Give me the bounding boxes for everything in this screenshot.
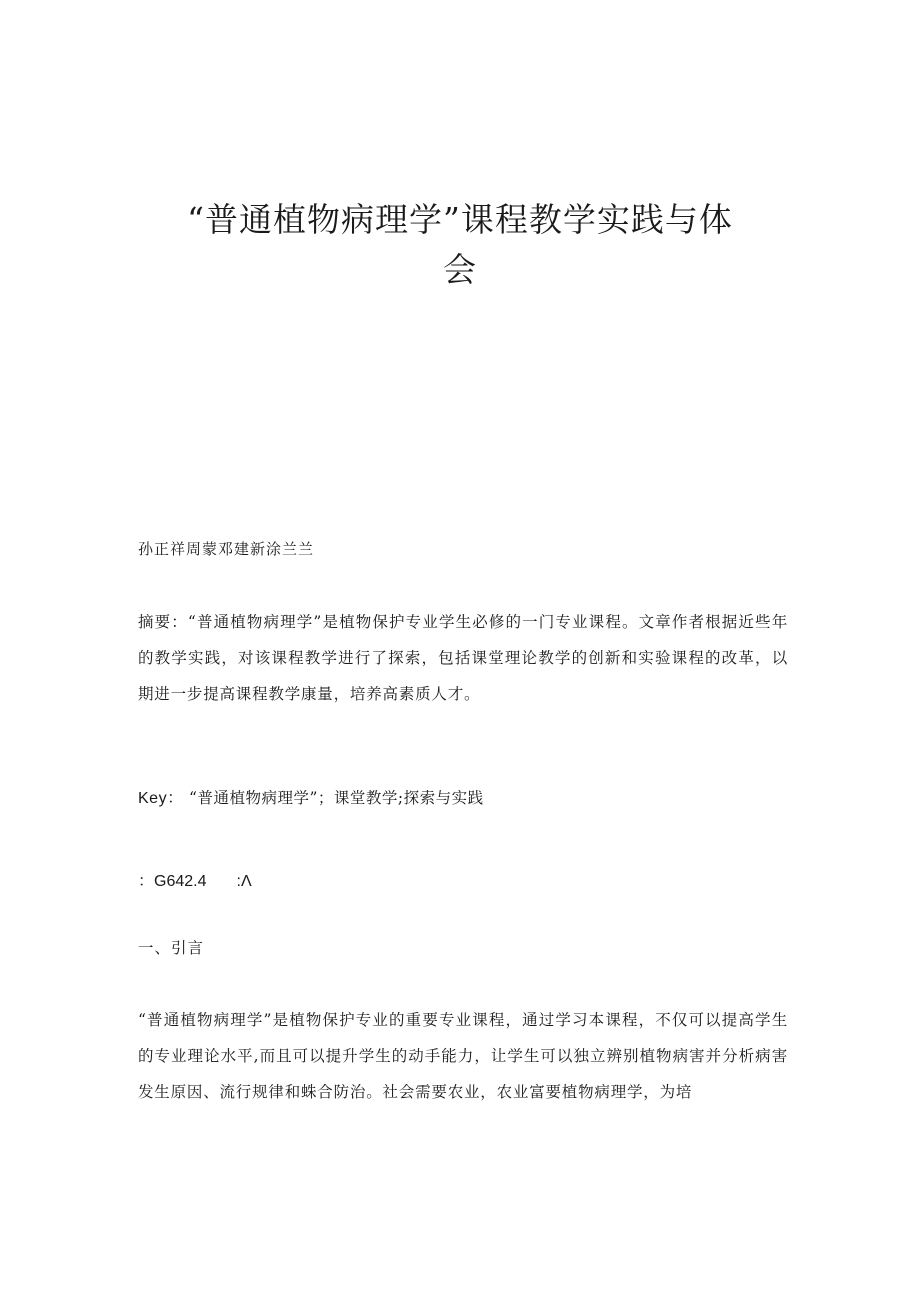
title-line-2: 会 bbox=[443, 250, 477, 289]
document-title bbox=[120, 195, 800, 295]
section-heading-introduction: 一、引言 bbox=[138, 939, 205, 957]
document-code: :Λ bbox=[236, 873, 252, 890]
author-list: 孙正祥周蒙邓建新涂兰兰 bbox=[138, 540, 315, 558]
classification-line bbox=[138, 868, 252, 891]
keywords-line bbox=[138, 785, 484, 808]
introduction-paragraph: “普通植物病理学”是植物保护专业的重要专业课程，通过学习本课程，不仅可以提高学生的专业理论水平,而且可以提升学生的动手能力，让学生可以独立辨别植物病害并分析病害发生原因、流行规律和蛛合防治。社会需要农业，农业富要植物病理学，为培 bbox=[138, 1011, 788, 1101]
classification-code: ：G642.4 bbox=[138, 873, 207, 890]
abstract-paragraph: 摘要：“普通植物病理学”是植物保护专业学生必修的一门专业课程。文章作者根据近些年的教学实践，对该课程教学进行了探索，包括课堂理论教学的创新和实验课程的改革，以期进一步提高课程教学康量，培养高素质人才。 bbox=[138, 613, 788, 703]
title-line-1: “普通植物病理学”课程教学实践与体 bbox=[187, 200, 733, 239]
keywords-label: Key： bbox=[138, 790, 184, 807]
keywords-text: “普通植物病理学”；课堂教学;探索与实践 bbox=[189, 789, 484, 807]
